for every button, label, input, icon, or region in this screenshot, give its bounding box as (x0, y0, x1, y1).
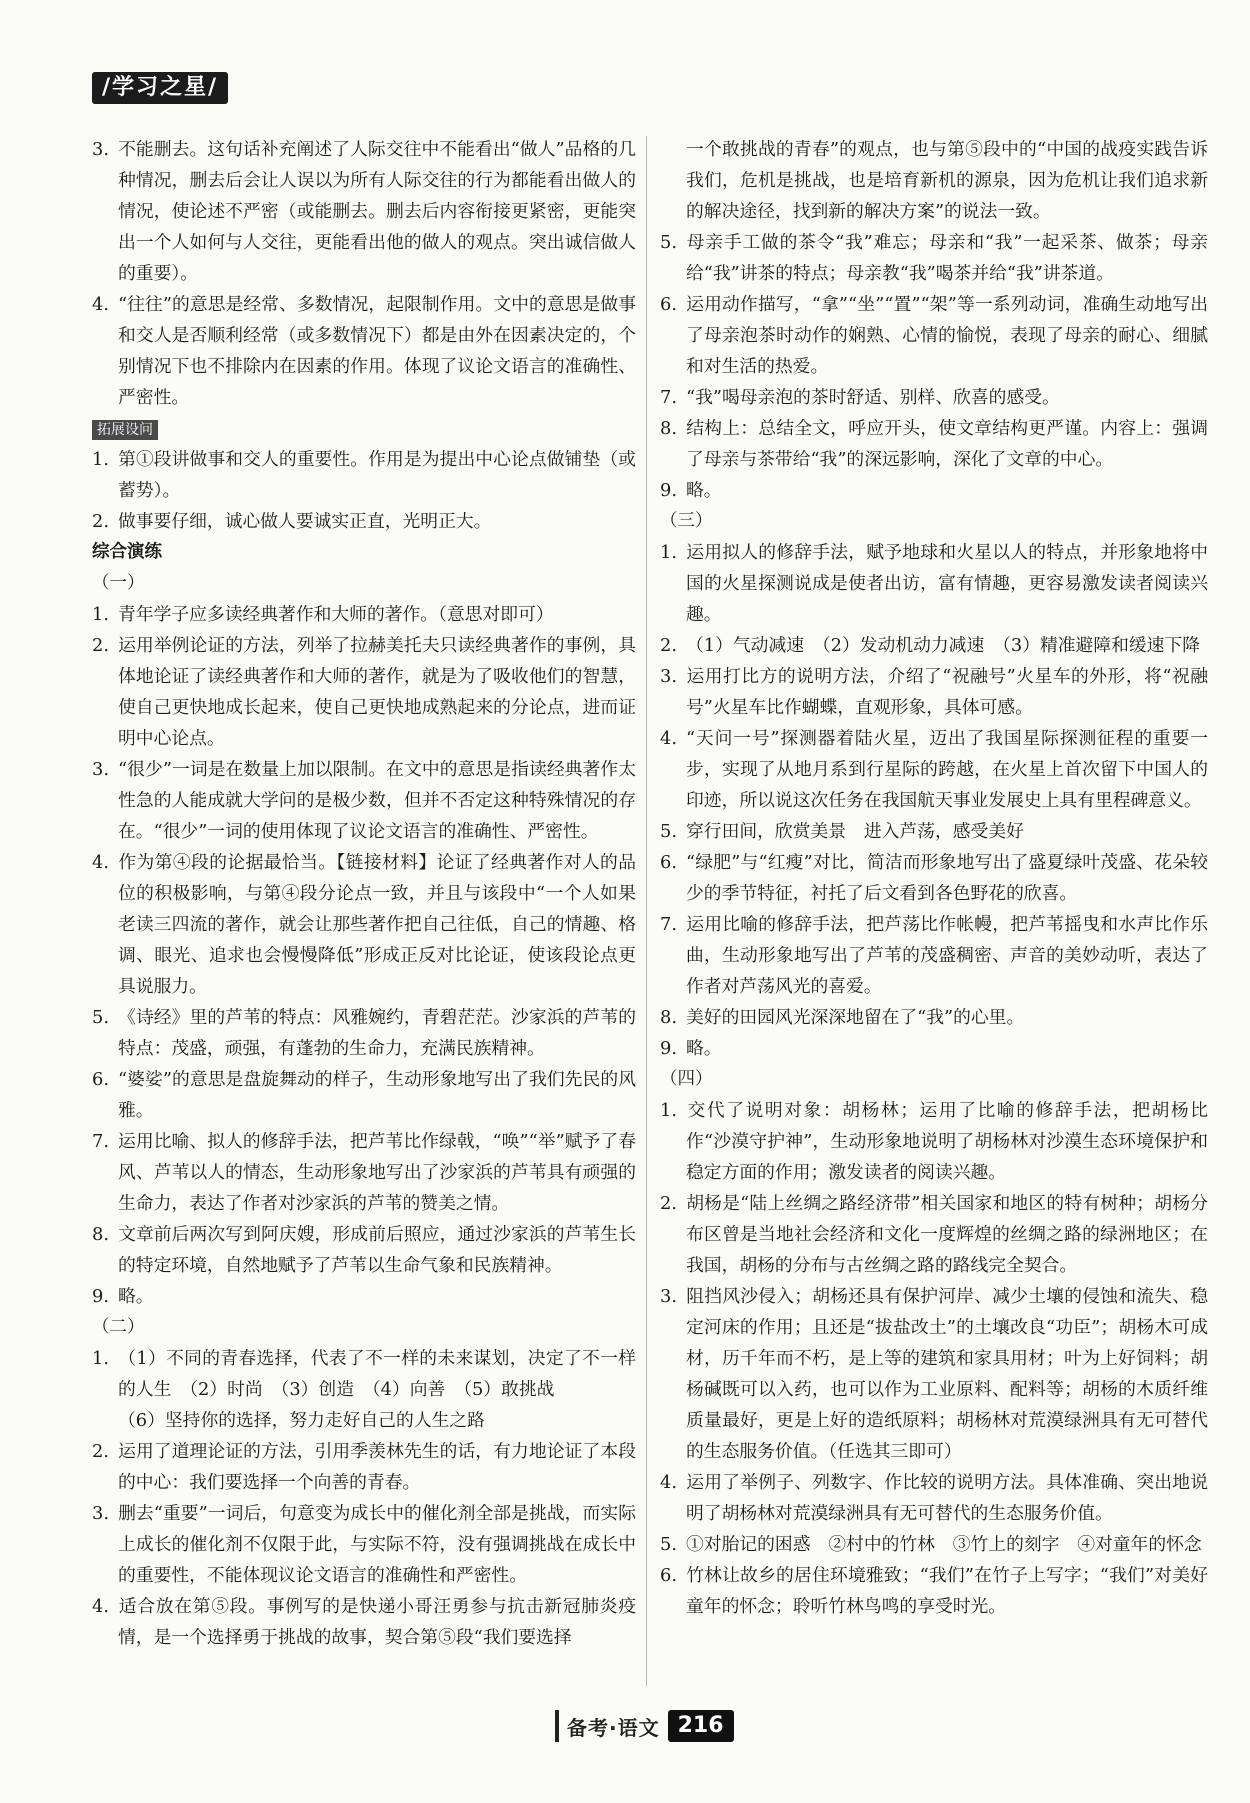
answer-number: 3. (660, 1286, 677, 1307)
answer-number: 6. (660, 294, 677, 315)
answer-item (92, 1219, 636, 1281)
answer-item (92, 1343, 636, 1405)
answer-number: 4. (660, 728, 677, 749)
group-title: （二） (92, 1317, 145, 1337)
page-number: 216 (668, 1710, 734, 1742)
answer-item (660, 289, 1208, 382)
answer-number: 2. (92, 635, 109, 656)
answer-text: 文章前后两次写到阿庆嫂，形成前后照应，通过沙家浜的芦苇生长的特定环境，自然地赋予了芦苇以生命气象和民族精神。 (118, 1224, 636, 1276)
answer-item (660, 227, 1208, 289)
group-title: （四） (660, 1069, 713, 1089)
answer-item (660, 1002, 1208, 1033)
answer-text: 美好的田园风光深深地留在了“我”的心里。 (686, 1007, 1025, 1028)
answer-number: 4. (92, 1596, 109, 1617)
answer-continuation: 一个敢挑战的青春”的观点，也与第⑤段中的“中国的战疫实践告诉我们，危机是挑战，也是培育新机的源泉，因为危机让我们追求新的解决途径，找到新的解决方案”的说法一致。 (686, 139, 1208, 222)
answer-item (660, 816, 1208, 847)
answer-text: “我”喝母亲泡的茶时舒适、别样、欣喜的感受。 (686, 387, 1060, 408)
answer-item (92, 1281, 636, 1312)
answer-text: 运用了举例子、列数字、作比较的说明方法。具体准确、突出地说明了胡杨林对荒漠绿洲具有无可替代的生态服务价值。 (686, 1472, 1208, 1524)
answer-item (660, 847, 1208, 909)
answer-number: 5. (660, 821, 677, 842)
answer-item (92, 1591, 636, 1653)
answer-text: 删去“重要”一词后，句意变为成长中的催化剂全部是挑战，而实际上成长的催化剂不仅限于此，与实际不符，没有强调挑战在成长中的重要性，不能体现议论文语言的准确性和严密性。 (118, 1503, 636, 1586)
answer-item (92, 1126, 636, 1219)
answer-number: 2. (92, 1441, 109, 1462)
answer-item (92, 289, 636, 413)
answer-item (660, 661, 1208, 723)
left-column (92, 134, 636, 1653)
answer-text: 作为第④段的论据最恰当。【链接材料】论证了经典著作对人的品位的积极影响，与第④段分论点一致，并且与该段中“一个人如果老读三四流的著作，就会让那些著作把自己往低，自己的情趣、格调、眼光、追求也会慢慢降低”形成正反对比论证，使该段论点更具说服力。 (118, 852, 636, 997)
answer-text: 运用比喻的修辞手法，把芦荡比作帐幔，把芦苇摇曳和水声比作乐曲，生动形象地写出了芦苇的茂盛稠密、声音的美妙动听，表达了作者对芦荡风光的喜爱。 (686, 914, 1208, 997)
tag-row (92, 413, 636, 444)
answer-text: 不能删去。这句话补充阐述了人际交往中不能看出“做人”品格的几种情况，删去后会让人误以为所有人际交往的行为都能看出做人的情况，使论述不严密（或能删去。删去后内容衔接更紧密，更能突出一个人如何与人交往，更能看出他的做人的观点。突出诚信做人的重要）。 (118, 139, 636, 284)
answer-item (92, 1002, 636, 1064)
answer-text: 青年学子应多读经典著作和大师的著作。（意思对即可） (118, 604, 554, 625)
answer-text: 第①段讲做事和交人的重要性。作用是为提出中心论点做铺垫（或蓄势）。 (118, 449, 636, 501)
answer-text: 运用了道理论证的方法，引用季羡林先生的话，有力地论证了本段的中心：我们要选择一个向善的青春。 (118, 1441, 636, 1493)
answer-text: 运用拟人的修辞手法，赋予地球和火星以人的特点，并形象地将中国的火星探测说成是使者出访，富有情趣，更容易激发读者阅读兴趣。 (686, 542, 1208, 625)
answer-number: 9. (92, 1286, 109, 1307)
footer-label: 备考·语文 (567, 1715, 660, 1740)
answer-number: 5. (92, 1007, 109, 1028)
answer-number: 9. (660, 480, 677, 501)
answer-item (92, 847, 636, 1002)
answer-item (660, 1560, 1208, 1622)
answer-text: 运用比喻、拟人的修辞手法，把芦苇比作绿戟，“唤”“举”赋予了春风、芦苇以人的情态，生动形象地写出了沙家浜的芦苇具有顽强的生命力，表达了作者对沙家浜的芦苇的赞美之情。 (118, 1131, 636, 1214)
answer-number: 2. (660, 1193, 677, 1214)
answer-item (92, 444, 636, 506)
answer-number: 3. (92, 139, 109, 160)
answer-item (660, 382, 1208, 413)
brand-logo: /学习之星/ (92, 72, 228, 104)
answer-text: “天问一号”探测器着陆火星，迈出了我国星际探测征程的重要一步，实现了从地月系到行星际的跨越，在火星上首次留下中国人的印迹，所以说这次任务在我国航天事业发展史上具有里程碑意义。 (686, 728, 1208, 811)
answer-item (92, 1498, 636, 1591)
answer-item (92, 754, 636, 847)
answer-text: （1）气动减速 （2）发动机动力减速 （3）精准避障和缓速下降 (686, 635, 1201, 656)
answer-item (660, 1467, 1208, 1529)
answer-text: 胡杨是“陆上丝绸之路经济带”相关国家和地区的特有树种；胡杨分布区曾是当地社会经济和文化一度辉煌的丝绸之路的绿洲地区；在我国，胡杨的分布与古丝绸之路的路线完全契合。 (686, 1193, 1208, 1276)
answer-item (660, 630, 1208, 661)
section-tag: 拓展设问 (92, 420, 158, 440)
answer-number: 3. (92, 1503, 109, 1524)
answer-number: 7. (660, 387, 677, 408)
answer-item (660, 723, 1208, 816)
answer-text: 交代了说明对象：胡杨林；运用了比喻的修辞手法，把胡杨比作“沙漠守护神”，生动形象地说明了胡杨林对沙漠生态环境保护和稳定方面的作用；激发读者的阅读兴趣。 (686, 1100, 1208, 1183)
answer-text: 略。 (118, 1286, 154, 1307)
answer-item (92, 599, 636, 630)
answer-number: 4. (660, 1472, 677, 1493)
answer-text: 略。 (686, 480, 722, 501)
answer-item (660, 1281, 1208, 1467)
answer-item (92, 1405, 636, 1436)
answer-item (660, 1033, 1208, 1064)
answer-text: 略。 (686, 1038, 722, 1059)
answer-text: “绿肥”与“红瘦”对比，简洁而形象地写出了盛夏绿叶茂盛、花朵较少的季节特征，衬托了后文看到各色野花的欣喜。 (686, 852, 1208, 904)
answer-text: “婆娑”的意思是盘旋舞动的样子，生动形象地写出了我们先民的风雅。 (118, 1069, 636, 1121)
answer-number: 6. (660, 852, 677, 873)
answer-text: “往往”的意思是经常、多数情况，起限制作用。文中的意思是做事和交人是否顺利经常（或多数情况下）都是由外在因素决定的，个别情况下也不排除内在因素的作用。体现了议论文语言的准确性、严密性。 (118, 294, 636, 408)
answer-number: 1. (660, 1100, 677, 1121)
answer-number: 3. (92, 759, 109, 780)
answer-text: （1）不同的青春选择，代表了不一样的未来谋划，决定了不一样的人生 （2）时尚 （3）创造 （4）向善 （5）敢挑战 (118, 1348, 636, 1400)
answer-text: 适合放在第⑤段。事例写的是快递小哥汪勇参与抗击新冠肺炎疫情，是一个选择勇于挑战的故事，契合第⑤段“我们要选择 (118, 1596, 636, 1648)
answer-number: 4. (92, 294, 109, 315)
column-divider (646, 136, 647, 1686)
answer-number: 2. (92, 511, 109, 532)
answer-number: 7. (660, 914, 677, 935)
right-column (660, 134, 1208, 1622)
section-title: 综合演练 (92, 542, 162, 562)
answer-text: 做事要仔细，诚心做人要诚实正直，光明正大。 (118, 511, 492, 532)
answer-text: 阻挡风沙侵入；胡杨还具有保护河岸、减少土壤的侵蚀和流失、稳定河床的作用；且还是“拔盐改土”的土壤改良“功臣”；胡杨木可成材，历千年而不朽，是上等的建筑和家具用材；叶为上好饲料；胡杨碱既可以入药，也可以作为工业原料、配料等；胡杨的木质纤维质量最好，更是上好的造纸原料；胡杨林对荒漠绿洲具有无可替代的生态服务价值。（任选其三即可） (686, 1286, 1208, 1462)
page-footer (555, 1708, 734, 1744)
answer-item (660, 1529, 1208, 1560)
answer-number: 3. (660, 666, 677, 687)
answer-number: 5. (660, 232, 677, 253)
answer-text: （6）坚持你的选择，努力走好自己的人生之路 (118, 1410, 485, 1431)
answer-item (92, 1064, 636, 1126)
answer-text: “很少”一词是在数量上加以限制。在文中的意思是指读经典著作太性急的人能成就大学问的是极少数，但并不否定这种特殊情况的存在。“很少”一词的使用体现了议论文语言的准确性、严密性。 (118, 759, 636, 842)
answer-number: 1. (660, 542, 677, 563)
answer-number: 2. (660, 635, 677, 656)
answer-text: 母亲手工做的茶令“我”难忘；母亲和“我”一起采茶、做茶；母亲给“我”讲茶的特点；母亲教“我”喝茶并给“我”讲茶道。 (686, 232, 1208, 284)
answer-item (660, 475, 1208, 506)
answer-number: 9. (660, 1038, 677, 1059)
answer-number: 8. (660, 1007, 677, 1028)
answer-number: 1. (92, 449, 109, 470)
answer-item (92, 134, 636, 289)
answer-item (660, 909, 1208, 1002)
answer-item (660, 1095, 1208, 1188)
answer-text: 竹林让故乡的居住环境雅致；“我们”在竹子上写字；“我们”对美好童年的怀念；聆听竹林鸟鸣的享受时光。 (686, 1565, 1208, 1617)
answer-number: 4. (92, 852, 109, 873)
answer-text: 穿行田间，欣赏美景 进入芦荡，感受美好 (686, 821, 1024, 842)
answer-item (660, 413, 1208, 475)
answer-number: 5. (660, 1534, 677, 1555)
answer-text: ①对胎记的困惑 ②村中的竹林 ③竹上的刻字 ④对童年的怀念 (686, 1534, 1202, 1555)
group-title: （一） (92, 573, 145, 593)
answer-item (92, 630, 636, 754)
answer-text: 运用举例论证的方法，列举了拉赫美托夫只读经典著作的事例，具体地论证了读经典著作和大师的著作，就是为了吸收他们的智慧，使自己更快地成长起来，使自己更快地成熟起来的分论点，进而证明中心论点。 (118, 635, 636, 749)
answer-number: 8. (92, 1224, 109, 1245)
answer-number: 8. (660, 418, 677, 439)
answer-item (660, 537, 1208, 630)
answer-number: 6. (92, 1069, 109, 1090)
group-title: （三） (660, 511, 713, 531)
answer-item (92, 1436, 636, 1498)
answer-number: 6. (660, 1565, 677, 1586)
answer-text: 运用打比方的说明方法，介绍了“祝融号”火星车的外形，将“祝融号”火星车比作蝴蝶，直观形象，具体可感。 (686, 666, 1208, 718)
answer-item (92, 506, 636, 537)
answer-text: 结构上：总结全文，呼应开头，使文章结构更严谨。内容上：强调了母亲与茶带给“我”的深远影响，深化了文章的中心。 (686, 418, 1208, 470)
answer-text: 《诗经》里的芦苇的特点：风雅婉约，青碧茫茫。沙家浜的芦苇的特点：茂盛，顽强，有蓬勃的生命力，充满民族精神。 (118, 1007, 636, 1059)
answer-number: 1. (92, 1348, 109, 1369)
answer-text: 运用动作描写，“拿”“坐”“置”“架”等一系列动词，准确生动地写出了母亲泡茶时动作的娴熟、心情的愉悦，表现了母亲的耐心、细腻和对生活的热爱。 (686, 294, 1208, 377)
answer-item (660, 1188, 1208, 1281)
answer-number: 7. (92, 1131, 109, 1152)
answer-number: 1. (92, 604, 109, 625)
footer-bar (555, 1710, 559, 1742)
